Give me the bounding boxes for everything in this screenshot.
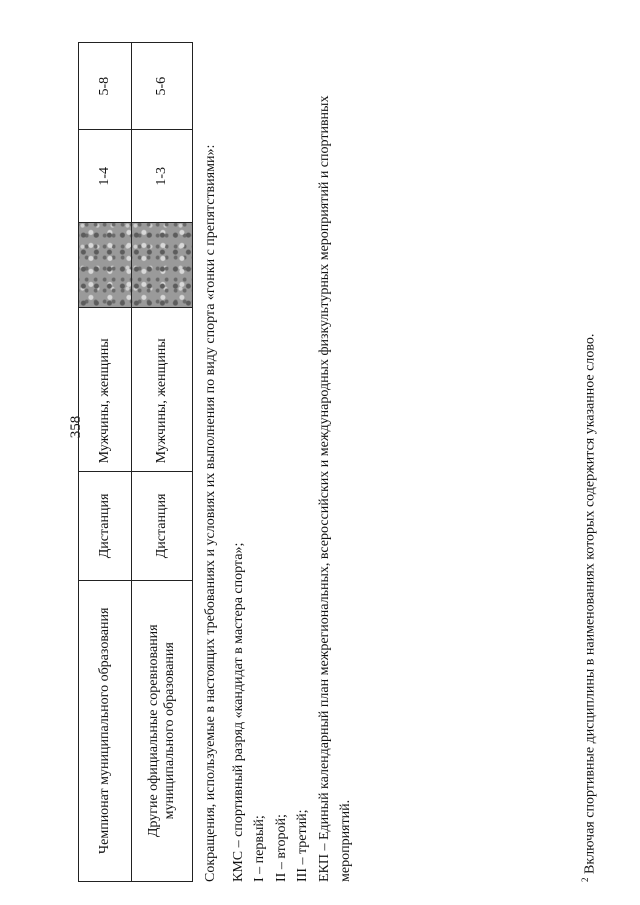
shaded-cell: [132, 223, 193, 308]
footnote: [580, 42, 599, 882]
competition-name-cell: Другие официальные соревнования муниципального образования: [132, 580, 193, 881]
places-range-cell: 1-3: [132, 130, 193, 223]
places-range-cell: 5-8: [79, 43, 132, 130]
abbreviation-item: III – третий;: [295, 809, 310, 882]
page-number: 358: [68, 415, 84, 439]
abbreviation-item: I – первый;: [252, 815, 267, 882]
shaded-cell: [79, 223, 132, 308]
discipline-cell: Дистанция: [79, 472, 132, 580]
places-range-cell: 1-4: [79, 130, 132, 223]
discipline-cell: Дистанция: [132, 472, 193, 580]
abbreviation-item: КМС – спортивный разряд «кандидат в мастера спорта»;: [230, 542, 246, 882]
abbreviation-item: ЕКП – Единый календарный план межрегиональных, всероссийских и международных физкультурных мероприятий и спортивных мероприятий.: [316, 95, 353, 882]
gender-cell: Мужчины, женщины: [79, 307, 132, 471]
places-range-cell: 5-6: [132, 43, 193, 130]
table-row: [132, 43, 193, 882]
competition-name-cell: Чемпионат муниципального образования: [79, 580, 132, 881]
footnote-marker: 2: [580, 877, 590, 882]
footnote-text: Включая спортивные дисциплины в наименованиях которых содержится указанное слово.: [582, 333, 598, 878]
table-row: [79, 43, 132, 882]
rotated-content: [20, 22, 620, 882]
abbreviations-notes: [200, 42, 357, 882]
abbreviation-item: II – второй;: [273, 814, 289, 882]
requirements-table: [78, 42, 193, 882]
gender-cell: Мужчины, женщины: [132, 307, 193, 471]
abbreviations-intro: Сокращения, используемые в настоящих требованиях и условиях их выполнения по виду спорта «гонки с препятствиями»:: [203, 144, 218, 882]
